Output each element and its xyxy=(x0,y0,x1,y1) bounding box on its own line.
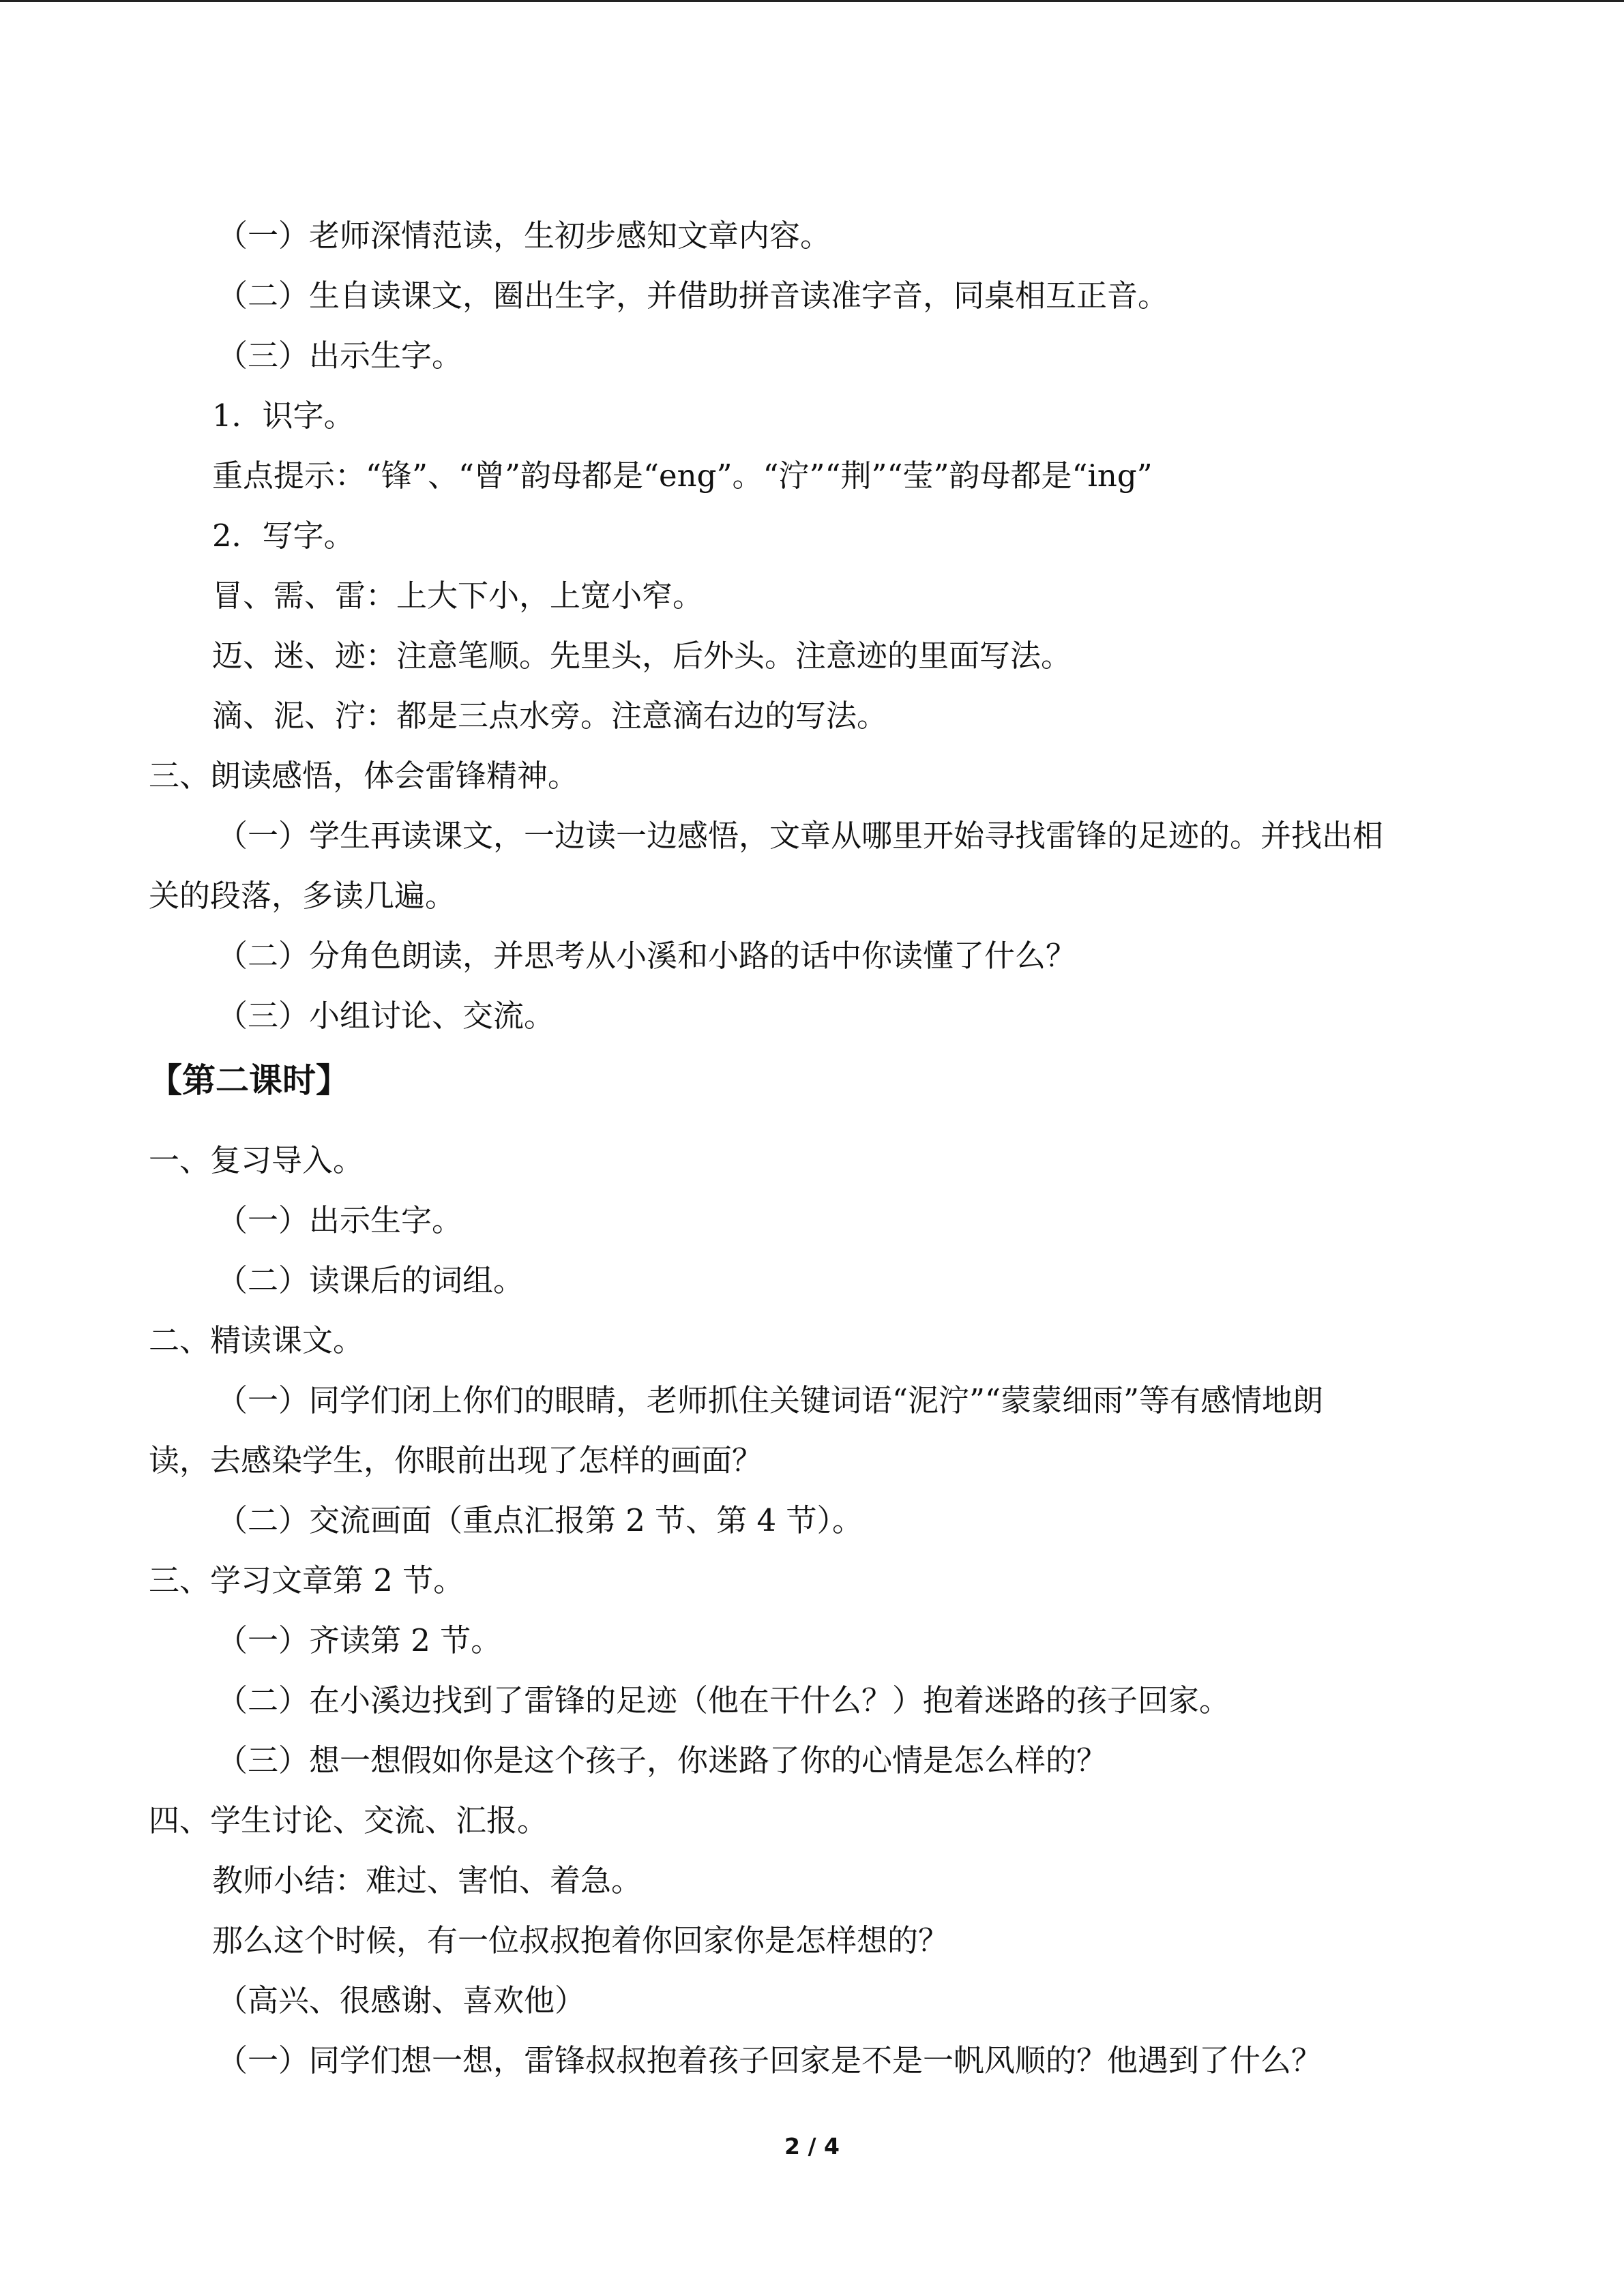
section-heading: 一、复习导入。 xyxy=(149,1142,364,1178)
section-heading: 三、学习文章第 2 节。 xyxy=(149,1562,464,1598)
lesson-heading: 【第二课时】 xyxy=(149,1061,350,1100)
section-heading: 三、朗读感悟，体会雷锋精神。 xyxy=(149,758,579,794)
text-line: （三）想一想假如你是这个孩子，你迷路了你的心情是怎么样的？ xyxy=(217,1742,1108,1778)
text-line: （一）出示生字。 xyxy=(217,1202,463,1238)
text-line: 滴、泥、泞：都是三点水旁。注意滴右边的写法。 xyxy=(212,698,888,734)
text-line: 那么这个时候，有一位叔叔抱着你回家你是怎样想的？ xyxy=(212,1922,949,1958)
section-heading: 四、学生讨论、交流、汇报。 xyxy=(149,1802,548,1838)
text-line: 读，去感染学生，你眼前出现了怎样的画面？ xyxy=(149,1442,763,1478)
page-number: 2 / 4 xyxy=(784,2133,840,2160)
text-line: （一）学生再读课文，一边读一边感悟，文章从哪里开始寻找雷锋的足迹的。并找出相 xyxy=(217,818,1384,854)
text-line: （二）交流画面（重点汇报第 2 节、第 4 节）。 xyxy=(217,1502,863,1538)
text-line: （二）分角色朗读，并思考从小溪和小路的话中你读懂了什么？ xyxy=(217,938,1077,974)
text-line: 冒、需、雷：上大下小，上宽小窄。 xyxy=(212,578,704,614)
text-line: 关的段落，多读几遍。 xyxy=(149,878,456,914)
text-line: （二）在小溪边找到了雷锋的足迹（他在干什么？）抱着迷路的孩子回家。 xyxy=(217,1682,1230,1718)
section-heading: 二、精读课文。 xyxy=(149,1322,364,1358)
text-line: （一）老师深情范读，生初步感知文章内容。 xyxy=(217,218,831,254)
text-line: （三）小组讨论、交流。 xyxy=(217,998,555,1034)
page-top-border xyxy=(0,0,1624,2)
text-line: （二）生自读课文，圈出生字，并借助拼音读准字音，同桌相互正音。 xyxy=(217,278,1169,314)
text-line: （一）同学们闭上你们的眼睛，老师抓住关键词语“泥泞”“蒙蒙细雨”等有感情地朗 xyxy=(217,1382,1324,1418)
text-line: （一）同学们想一想，雷锋叔叔抱着孩子回家是不是一帆风顺的？他遇到了什么？ xyxy=(217,2042,1323,2078)
text-line: 迈、迷、迹：注意笔顺。先里头，后外头。注意迹的里面写法。 xyxy=(212,638,1072,674)
text-line: （一）齐读第 2 节。 xyxy=(217,1622,502,1658)
text-line: （二）读课后的词组。 xyxy=(217,1262,525,1298)
text-line: 1．识字。 xyxy=(212,398,355,434)
text-line: （高兴、很感谢、喜欢他） xyxy=(217,1982,586,2018)
text-line: 重点提示：“锋”、“曾”韵母都是“eng”。“泞”“荆”“莹”韵母都是“ing” xyxy=(212,458,1153,494)
text-line: （三）出示生字。 xyxy=(217,338,463,374)
text-line: 教师小结：难过、害怕、着急。 xyxy=(212,1862,643,1898)
text-line: 2．写字。 xyxy=(212,518,355,554)
